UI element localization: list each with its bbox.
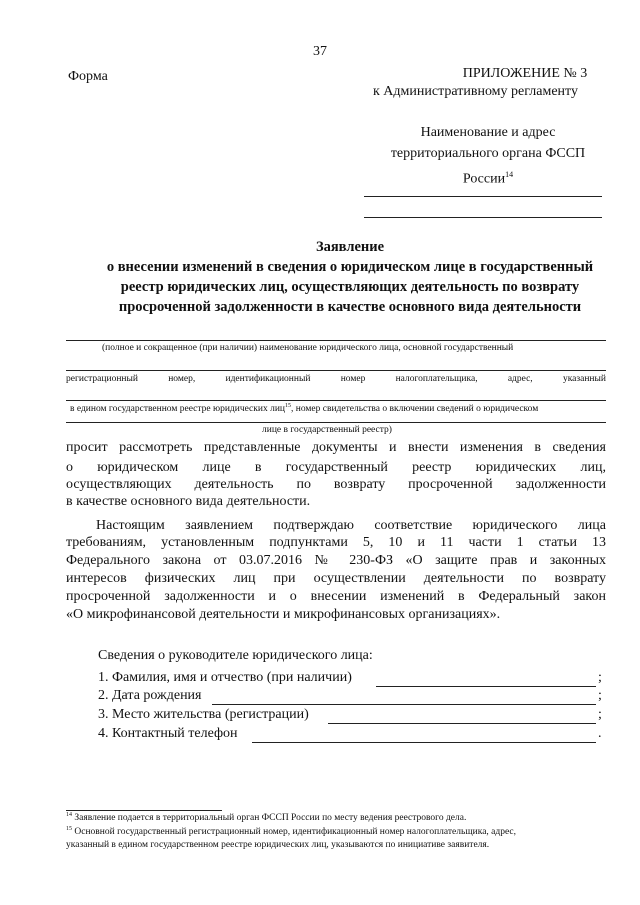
footnote-14-number: 14 [66, 812, 72, 818]
caption-line-3-end: , номер свидетельства о включении сведений о юридическом [291, 404, 539, 415]
paragraph-1-line-2: о юридическом лице в государственный реестр юридических лиц, [66, 460, 606, 475]
director-heading: Сведения о руководителе юридического лица: [98, 648, 373, 663]
title-line-1: Заявление [315, 239, 385, 255]
director-field-1-label: 1. Фамилия, имя и отчество (при наличии) [98, 670, 352, 685]
caption-line-1: (полное и сокращенное (при наличии) наименование юридического лица, основной государственный [102, 343, 514, 353]
appendix-header [373, 66, 595, 100]
director-field-1-semicolon: ; [598, 670, 602, 685]
footnote-15-number: 15 [66, 826, 72, 832]
director-phone-field[interactable] [252, 726, 596, 743]
title-line-4: просроченной задолженности в качестве основного вида деятельности [118, 299, 582, 315]
paragraph-2-line-3: Федерального закона от 03.07.2016 № 230-ФЗ «О защите прав и законных [66, 553, 606, 568]
applicant-fill-line-2 [66, 370, 606, 371]
applicant-fill-line-4 [66, 422, 606, 423]
director-field-2-semicolon: ; [598, 688, 602, 703]
footnote-15 [66, 826, 516, 837]
paragraph-1-line-1: просит рассмотреть представленные документы и внести изменения в сведения [66, 440, 606, 455]
paragraph-1-line-3: осуществляющих деятельность по возврату просроченной задолженности [66, 477, 606, 492]
footnote-14-text: Заявление подается в территориальный орган ФССП России по месту ведения реестрового дела. [74, 813, 467, 824]
page-number: 37 [313, 44, 327, 59]
director-field-4-period: . [598, 726, 602, 741]
organization-block [358, 122, 618, 190]
organization-line-1: Наименование и адрес [420, 125, 556, 140]
caption-line-2: регистрационный номер, идентификационный номер налогоплательщика, адрес, указанный [66, 374, 606, 384]
organization-fill-line-2 [364, 217, 602, 218]
paragraph-2-line-2: требованиям, установленным подпунктами 5, 10 и 11 части 1 статьи 13 [66, 535, 606, 550]
footnote-separator [66, 810, 222, 811]
director-field-2-label: 2. Дата рождения [98, 688, 202, 703]
organization-line-2: территориального органа ФССП [390, 146, 586, 161]
director-full-name-field[interactable] [376, 670, 596, 687]
document-title [60, 237, 640, 317]
paragraph-2-line-5: просроченной задолженности и о внесении изменений в Федеральный закон [66, 589, 606, 604]
director-field-3-label: 3. Место жительства (регистрации) [98, 707, 309, 722]
director-field-3-semicolon: ; [598, 707, 602, 722]
applicant-fill-line-1 [66, 340, 606, 341]
director-residence-field[interactable] [328, 707, 596, 724]
organization-country: России [462, 171, 506, 187]
footnote-ref-15: 15 [285, 403, 292, 409]
footnote-15-continuation: указанный в едином государственном реестре юридических лиц, указываются по инициативе заявителя. [66, 840, 490, 850]
organization-line-3 [358, 164, 618, 190]
footnote-15-text: Основной государственный регистрационный номер, идентификационный номер налогоплательщика, адрес, [74, 827, 517, 838]
paragraph-2-line-6: «О микрофинансовой деятельности и микрофинансовых организациях». [66, 607, 501, 622]
paragraph-2-line-1: Настоящим заявлением подтверждаю соответствие юридического лица [96, 518, 606, 533]
caption-line-3 [70, 403, 538, 414]
paragraph-2-line-4: интересов физических лиц при осуществлении деятельности по возврату [66, 571, 606, 586]
organization-fill-line-1 [364, 196, 602, 197]
appendix-subtitle: к Административному регламенту [373, 84, 578, 99]
appendix-title: ПРИЛОЖЕНИЕ № 3 [462, 66, 588, 81]
footnote-14 [66, 812, 466, 823]
footnote-ref-14: 14 [505, 170, 514, 179]
paragraph-1-line-4: в качестве основного вида деятельности. [66, 494, 311, 509]
title-line-3: реестр юридических лиц, осуществляющих деятельность по возврату [120, 279, 580, 295]
title-line-2: о внесении изменений в сведения о юридическом лице в государственный [106, 259, 594, 275]
applicant-fill-line-3 [66, 400, 606, 401]
caption-line-3-start: в едином государственном реестре юридических лиц [70, 404, 286, 415]
caption-line-4: лице в государственный реестр) [262, 425, 392, 435]
form-label: Форма [68, 69, 108, 84]
director-field-4-label: 4. Контактный телефон [98, 726, 238, 741]
director-birth-date-field[interactable] [212, 688, 596, 705]
